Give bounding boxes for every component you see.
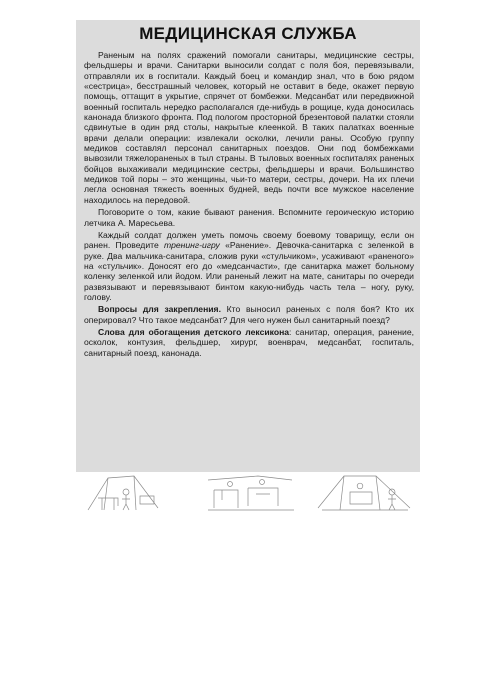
article-body	[84, 50, 414, 358]
sketch-illustrations	[84, 470, 414, 512]
paragraph-history: Раненым на полях сражений помогали санитары, медицинские сестры, фельдшеры и врачи. Санитарки выносили солдат с поля боя, перевязывали, отправляли их в госпитали. Каждый боец и командир знал, что в бою рядом «сестрица», бесстрашный человек, который не оставит в беде, окажет первую помощь, оттащит в укрытие, спрячет от бомбежки. Медсанбат или передвижной военный госпиталь нередко располагался где-нибудь в рощице, куда доносилась канонада близкого фронта. Под пологом просторной брезентовой палатки стояли сдвинутые в один ряд столы, накрытые клеенкой. В таких палатках военные врачи делали операции: извлекали осколки, лечили раны. Особую группу медиков составлял персонал санитарных поездов. Они под бомбежками вывозили тяжелораненых в тыл страны. В тыловых военных госпиталях раненых бойцов выхаживали медицинские сестры, фельдшеры и врачи. Большинство медиков той поры – это женщины, чьи-то матери, сестры, дочери. На их плечи легла основная тяжесть военных будней, ведь почти все мужское население находилось на передовой.	[84, 50, 414, 205]
game-intro: Каждый солдат должен уметь помочь своему боевому товарищу, если он ранен. Проведите	[84, 229, 414, 251]
page-title: МЕДИЦИНСКАЯ СЛУЖБА	[139, 24, 357, 43]
tent-sketch-icon	[318, 476, 410, 510]
paragraph-questions	[84, 304, 414, 325]
paragraph-discussion: Поговорите о том, какие бывают ранения. Вспомните героическую историю летчика А. Маресьева.	[84, 207, 414, 228]
vocabulary-text: : санитар, операция, ранение, осколок, контузия, фельдшер, хирург, военврач, медсанбат, госпиталь, санитарный поезд, канонада.	[84, 326, 414, 358]
game-description: «Ранение». Девочка-санитарка с зеленкой в руке. Два мальчика-санитара, сложив руки «стульчиком», усаживают «раненого» на «стульчик». Доносят его до «медсанчасти», где санитарка мажет больному коленку зеленкой или йодом. Или раненый лежит на мате, санитары по очереди развязывают и перевязывают бинтом какую-нибудь часть тела – ногу, руку, голову.	[84, 240, 414, 302]
questions-text: Кто выносил раненых с поля боя? Кто их оперировал? Что такое медсанбат? Для чего нужен был санитарный поезд?	[84, 304, 414, 325]
game-term: тренинг-игру	[164, 240, 220, 251]
tent-sketch-icon	[88, 476, 158, 510]
table-sketch-icon	[208, 476, 294, 510]
questions-label: Вопросы для закрепления.	[98, 304, 221, 315]
illustration-strip	[84, 470, 414, 512]
paragraph-game	[84, 230, 414, 302]
paragraph-vocabulary	[84, 327, 414, 358]
vocabulary-label: Слова для обогащения детского лексикона	[98, 326, 290, 337]
